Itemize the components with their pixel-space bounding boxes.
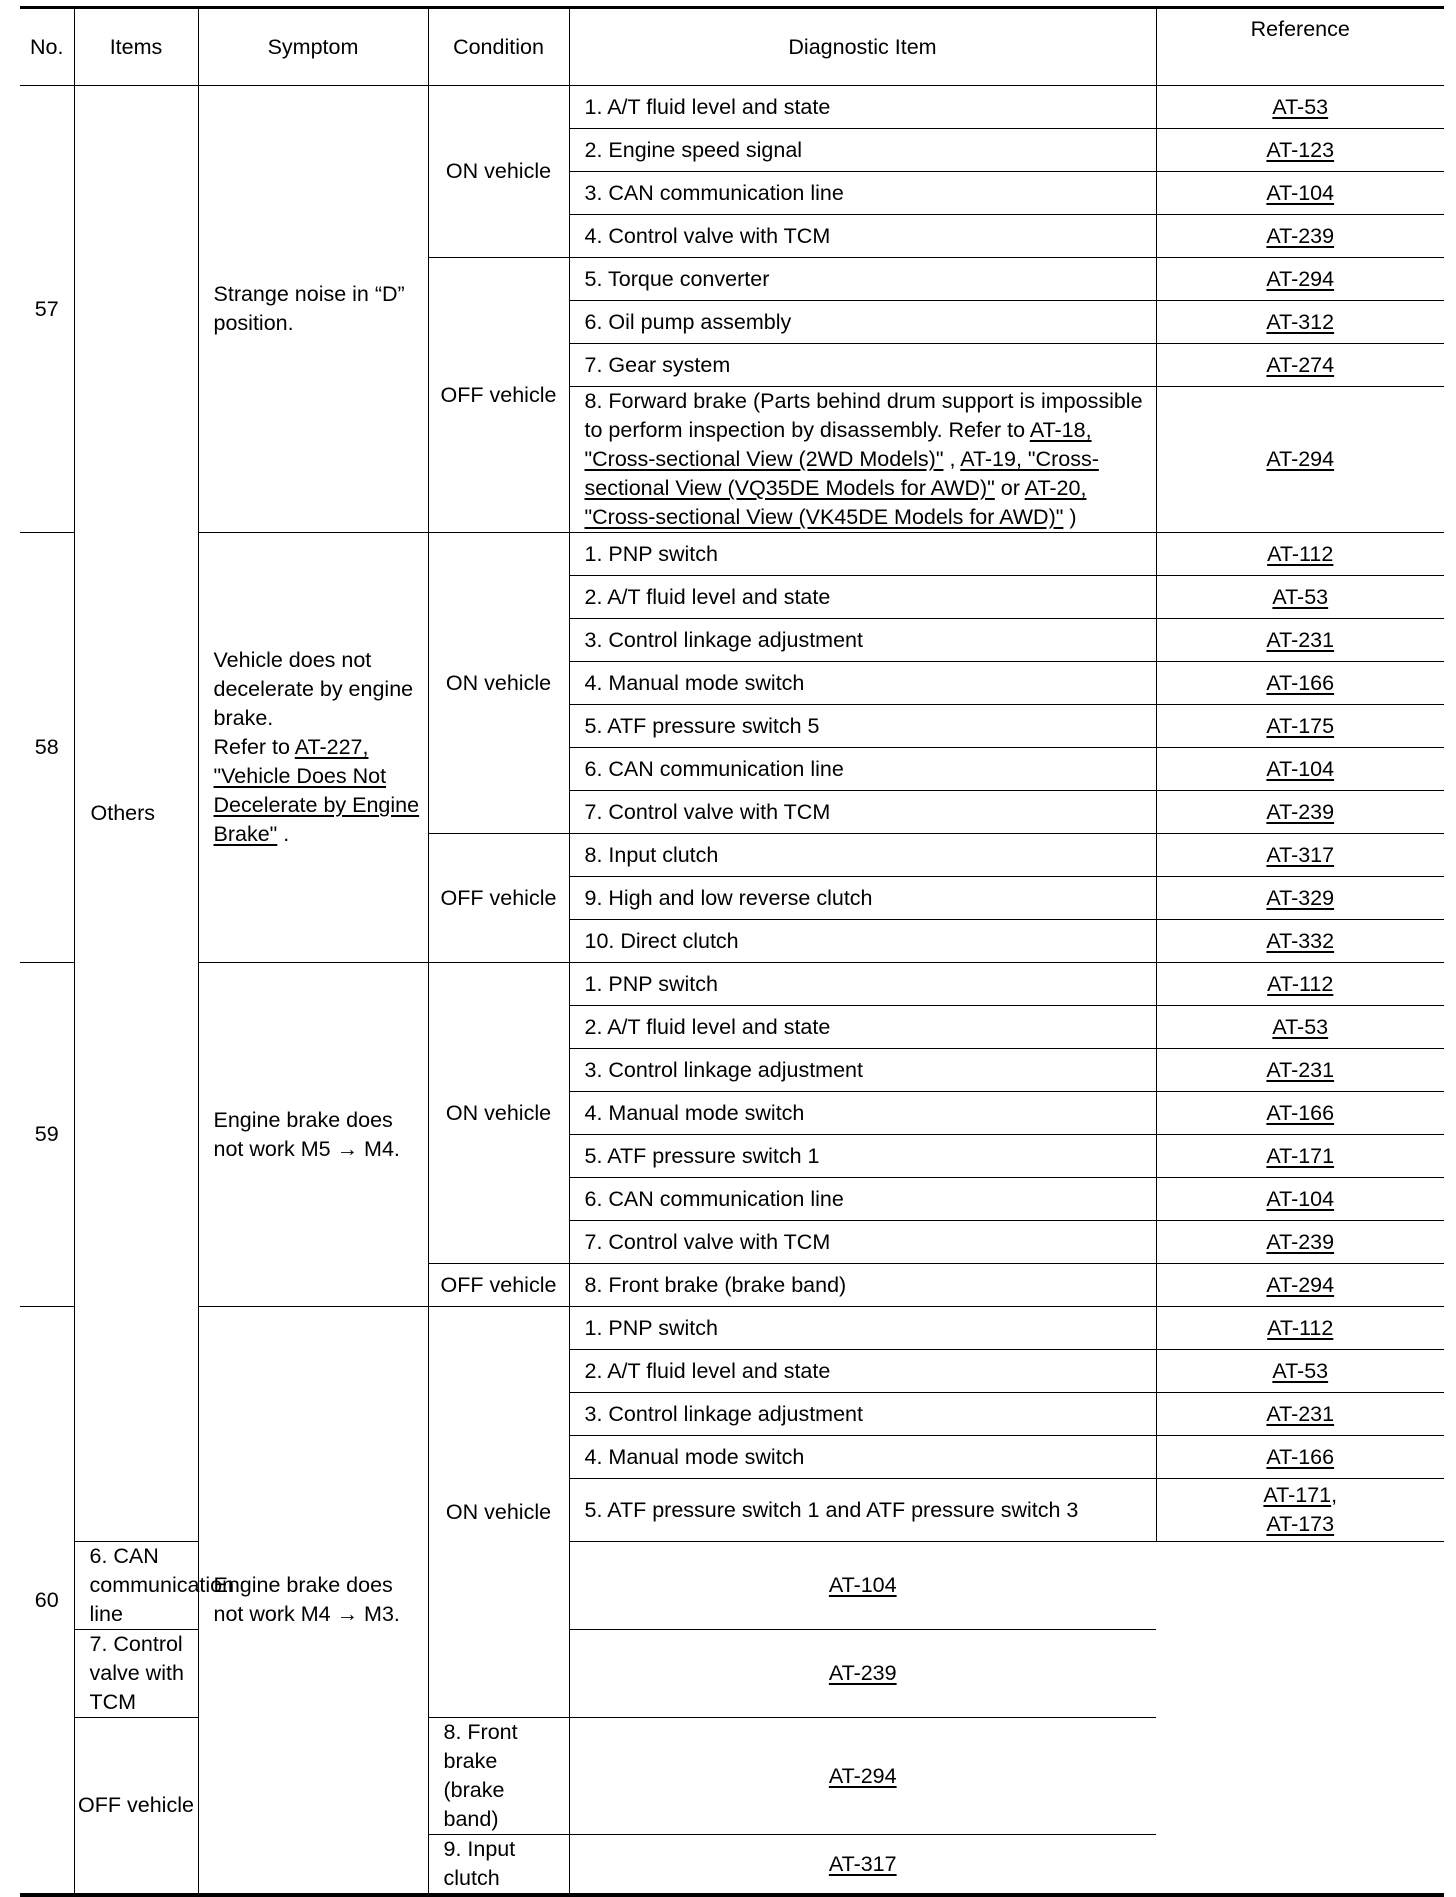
diagnostic-item: 2. A/T fluid level and state [569,1350,1156,1393]
symptom-text: Vehicle does not decelerate by engine brake. [213,648,414,730]
header-row [20,8,1444,86]
reference-cell [1156,834,1444,877]
table-row [20,963,1444,1006]
reference-cell [1156,1092,1444,1135]
diagnostic-item: 2. A/T fluid level and state [569,1006,1156,1049]
diagnostic-item: 9. Input clutch [428,1835,569,1896]
reference-cell [1156,1307,1444,1350]
reference-link[interactable]: AT-53 [1272,94,1329,119]
diagnostic-item: 3. Control linkage adjustment [569,1393,1156,1436]
row-number: 60 [20,1307,74,1896]
reference-cell [1156,258,1444,301]
symptom-reference-link[interactable]: AT-227, "Vehicle Does Not Decelerate by Engine Brake" [213,735,420,846]
reference-cell [569,1630,1156,1718]
separator-text: , [943,447,961,471]
symptom-cell [198,533,428,963]
row-number: 57 [20,86,74,533]
diagnosis-table [20,6,1444,1897]
diagnostic-item: 7. Control valve with TCM [569,791,1156,834]
reference-cell [1156,301,1444,344]
reference-cell [1156,619,1444,662]
symptom-cell: Engine brake does not work M5 → M4. [198,963,428,1307]
condition-cell: ON vehicle [428,86,569,258]
diagnostic-item: 4. Manual mode switch [569,662,1156,705]
diagnostic-item [569,387,1156,533]
header-items: Items [74,8,198,86]
diagnostic-item: 3. Control linkage adjustment [569,619,1156,662]
row-number: 58 [20,533,74,963]
diagnostic-item: 8. Front brake (brake band) [428,1718,569,1835]
diagnostic-item: 5. ATF pressure switch 1 [569,1135,1156,1178]
reference-cell [1156,791,1444,834]
diagnostic-item: 10. Direct clutch [569,920,1156,963]
reference-link[interactable]: AT-173 [1266,1512,1335,1536]
reference-cell [1156,1006,1444,1049]
table-row [20,1307,1444,1350]
row-number: 59 [20,963,74,1307]
diagnostic-item: 6. CAN communication line [74,1542,198,1630]
reference-cell [1156,129,1444,172]
diagnostic-item: 1. A/T fluid level and state [569,86,1156,129]
reference-link[interactable]: AT-239 [1266,223,1335,248]
table-row [20,86,1444,129]
condition-cell: OFF vehicle [428,258,569,533]
separator-text: or [994,476,1025,500]
reference-link[interactable]: AT-239 [1266,1229,1335,1254]
reference-cell [1156,1178,1444,1221]
condition-cell: ON vehicle [428,1307,569,1718]
diagnostic-item: 7. Gear system [569,344,1156,387]
reference-cell [1156,662,1444,705]
diagnostic-item: 3. CAN communication line [569,172,1156,215]
cross-section-link-vk45de[interactable]: AT-20, "Cross-sectional View (VK45DE Models for AWD)" [584,476,1087,529]
reference-cell [1156,1350,1444,1393]
reference-cell [1156,877,1444,920]
cross-section-link-2wd[interactable]: AT-18, "Cross-sectional View (2WD Models)" [584,418,1092,471]
reference-link[interactable]: AT-317 [1266,842,1335,867]
reference-link[interactable]: AT-171 [1263,1483,1332,1507]
diagnostic-item: 3. Control linkage adjustment [569,1049,1156,1092]
reference-link[interactable]: AT-312 [1266,309,1335,334]
diagnostic-item: 5. ATF pressure switch 1 and ATF pressure switch 3 [569,1479,1156,1542]
reference-link[interactable]: AT-239 [828,1661,897,1685]
condition-cell: OFF vehicle [428,1264,569,1307]
diagnostic-item: 1. PNP switch [569,533,1156,576]
reference-cell [569,1542,1156,1630]
reference-link[interactable]: AT-104 [1266,180,1335,205]
diagnostic-item: 9. High and low reverse clutch [569,877,1156,920]
reference-cell [1156,1436,1444,1479]
reference-cell [1156,705,1444,748]
reference-link[interactable]: AT-112 [1267,971,1334,996]
condition-cell: ON vehicle [428,963,569,1264]
reference-cell [569,1835,1156,1896]
closing-text: ) [1063,505,1077,529]
diagnostic-text: 8. Forward brake (Parts behind drum support is impossible to perform inspection by disassembly. Refer to [584,389,1143,442]
reference-link[interactable]: AT-104 [1266,1186,1335,1211]
reference-link[interactable]: AT-329 [1266,885,1335,910]
condition-cell: OFF vehicle [428,834,569,963]
reference-cell [569,1718,1156,1835]
symptom-end-text: . [277,822,290,846]
reference-cell [1156,963,1444,1006]
reference-link[interactable]: AT-166 [1266,1444,1335,1469]
reference-cell [1156,1049,1444,1092]
reference-cell [1156,576,1444,619]
reference-link[interactable]: AT-112 [1267,1315,1334,1340]
reference-cell [1156,533,1444,576]
diagnostic-item: 6. CAN communication line [569,748,1156,791]
symptom-cell: Strange noise in “D” position. [198,86,428,533]
reference-cell [1156,86,1444,129]
header-diagnostic-item: Diagnostic Item [569,8,1156,86]
diagnostic-item: 6. Oil pump assembly [569,301,1156,344]
reference-link[interactable]: AT-294 [1266,266,1335,291]
reference-link[interactable]: AT-332 [1266,928,1335,953]
diagnostic-item: 8. Front brake (brake band) [569,1264,1156,1307]
reference-link[interactable]: AT-104 [1266,756,1335,781]
reference-link[interactable]: AT-166 [1266,1100,1335,1125]
diagnostic-item: 5. ATF pressure switch 5 [569,705,1156,748]
reference-link[interactable]: AT-53 [1272,1014,1329,1039]
reference-link[interactable]: AT-294 [1266,1272,1335,1297]
reference-cell [1156,344,1444,387]
reference-cell [1156,748,1444,791]
reference-separator: , [1331,1483,1338,1507]
header-condition: Condition [428,8,569,86]
diagnostic-item: 1. PNP switch [569,1307,1156,1350]
reference-cell [1156,1393,1444,1436]
reference-cell [1156,387,1444,533]
reference-cell [1156,920,1444,963]
reference-link[interactable]: AT-123 [1266,137,1335,162]
reference-cell [1156,172,1444,215]
diagnostic-item: 5. Torque converter [569,258,1156,301]
diagnostic-item: 1. PNP switch [569,963,1156,1006]
reference-cell [1156,1479,1444,1542]
reference-link[interactable]: AT-231 [1266,1057,1335,1082]
diagnostic-item: 4. Control valve with TCM [569,215,1156,258]
reference-link[interactable]: AT-175 [1266,713,1335,738]
diagnostic-item: 2. A/T fluid level and state [569,576,1156,619]
reference-link[interactable]: AT-317 [828,1851,897,1876]
reference-cell [1156,1264,1444,1307]
diagnostic-item: 6. CAN communication line [569,1178,1156,1221]
reference-cell [1156,215,1444,258]
header-symptom: Symptom [198,8,428,86]
symptom-refer-text: Refer to [213,735,295,759]
reference-link[interactable]: AT-239 [1266,799,1335,824]
condition-cell: ON vehicle [428,533,569,834]
cross-section-link-vq35de[interactable]: AT-19, "Cross-sectional View (VQ35DE Models for AWD)" [584,447,1099,500]
header-no: No. [20,8,74,86]
reference-link[interactable]: AT-171 [1266,1143,1335,1168]
items-cell: Others [74,86,198,1542]
reference-link[interactable]: AT-166 [1266,670,1335,695]
reference-link[interactable]: AT-53 [1272,584,1329,609]
reference-link[interactable]: AT-53 [1272,1358,1329,1383]
diagnostic-item: 4. Manual mode switch [569,1436,1156,1479]
reference-link[interactable]: AT-294 [828,1763,897,1788]
condition-cell: OFF vehicle [74,1718,198,1896]
diagnostic-item: 2. Engine speed signal [569,129,1156,172]
reference-link[interactable]: AT-231 [1266,627,1335,652]
diagnostic-item: 8. Input clutch [569,834,1156,877]
header-reference: Reference [1156,8,1444,86]
table-row [20,533,1444,576]
reference-link[interactable]: AT-112 [1267,541,1334,566]
symptom-cell: Engine brake does not work M4 → M3. [198,1307,428,1896]
reference-cell [1156,1135,1444,1178]
diagnostic-item: 7. Control valve with TCM [569,1221,1156,1264]
diagnostic-item: 4. Manual mode switch [569,1092,1156,1135]
diagnostic-item: 7. Control valve with TCM [74,1630,198,1718]
reference-link[interactable]: AT-231 [1266,1401,1335,1426]
reference-link[interactable]: AT-104 [828,1573,897,1597]
reference-cell [1156,1221,1444,1264]
reference-link[interactable]: AT-274 [1266,352,1335,377]
reference-link[interactable]: AT-294 [1266,447,1335,471]
